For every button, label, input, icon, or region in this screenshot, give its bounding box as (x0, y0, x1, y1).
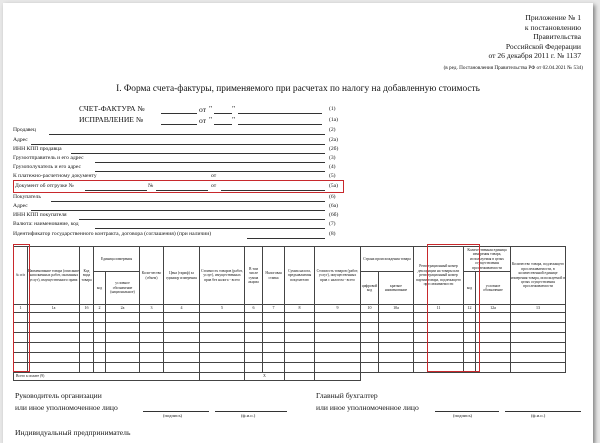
field-currency: Валюта: наименование, код (13, 221, 79, 227)
field-seller: Продавец (13, 127, 36, 133)
correction-from: от (199, 116, 207, 125)
field-buyer: Покупатель (13, 194, 41, 200)
col-num: 12а (476, 305, 511, 313)
highlight-shipment-row (13, 180, 344, 193)
col-quantity: Коли-чество (объем) (140, 247, 164, 305)
field-seller-address: Адрес (13, 137, 28, 143)
col-num: 12 (464, 305, 476, 313)
col-country-name: краткое наименование (379, 272, 414, 305)
table-row (14, 323, 566, 333)
header-line-2: к постановлению (524, 22, 581, 32)
col-num: 7 (263, 305, 285, 313)
col-number: № п/п (14, 247, 28, 305)
code-1: (1) (329, 106, 336, 112)
entrepreneur-label: Индивидуальный предприниматель (15, 428, 131, 437)
field-payment-doc: К платежно-расчетному документу (13, 173, 97, 179)
total-label: Всего к оплате (9) (14, 373, 200, 381)
field-code: (3) (329, 155, 336, 161)
form-title: I. Форма счета-фактуры, применяемого при расчетах по налогу на добавленную стоимость (116, 84, 480, 94)
invoice-table (13, 246, 566, 381)
col-country: Страна происхождения товара (361, 247, 414, 272)
right-fio-caption: (ф.и.о.) (531, 413, 546, 418)
invoice-label: СЧЕТ-ФАКТУРА № (79, 104, 145, 113)
table-row (14, 353, 566, 363)
col-num: 9 (315, 305, 361, 313)
header-line-5: от 26 декабря 2011 г. № 1137 (488, 51, 581, 61)
col-tax-amount: Сумма налога, предъявляемая покупателю (285, 247, 315, 305)
field-buyer-inn: ИНН КПП покупателя (13, 212, 67, 218)
col-num: 13 (511, 305, 566, 313)
invoice-from: от (199, 105, 207, 114)
left-fio-caption: (ф.и.о.) (241, 413, 256, 418)
field-code: (2б) (329, 146, 339, 152)
table-row (14, 333, 566, 343)
col-declaration-number: Регистрационный номер декларации на товары или регистрационный номер партии товара, подлежащего прослеживаемости (414, 247, 464, 305)
signature-right-title: Главный бухгалтер (316, 391, 378, 400)
col-excise: В том числе сумма акциза (245, 247, 263, 305)
signature-right-sub: или иное уполномоченное лицо (316, 403, 419, 412)
amendment-note: (в ред. Постановления Правительства РФ от 02.04.2021 № 534) (443, 65, 583, 71)
col-num: 4 (164, 305, 200, 313)
col-cost-no-tax: Стоимость товаров (работ, услуг), имущественных прав без налога - всего (200, 247, 245, 305)
field-code: (7) (329, 221, 336, 227)
column-numbers-row (14, 305, 566, 313)
col-num: 5 (200, 305, 245, 313)
correction-label: ИСПРАВЛЕНИЕ № (79, 115, 144, 124)
field-shipment-doc: Документ об отгрузке № (15, 183, 74, 189)
field-seller-inn: ИНН КПП продавца (13, 146, 62, 152)
col-num: 6 (245, 305, 263, 313)
col-goods-code: Код вида товара (80, 247, 94, 305)
field-buyer-address: Адрес (13, 203, 28, 209)
table-row (14, 343, 566, 353)
highlight-number-column (13, 244, 30, 372)
header-line-1: Приложение № 1 (525, 13, 581, 22)
col-num: 1 (14, 305, 28, 313)
field-from: от (211, 173, 217, 179)
field-code: (6а) (329, 203, 339, 209)
field-code: (2а) (329, 137, 339, 143)
field-code: (4) (329, 164, 336, 170)
col-unit: Единица измерения (94, 247, 140, 272)
field-contract-id: Идентификатор государственного контракта, договора (соглашения) (при наличии) (13, 231, 212, 237)
col-num: 1б (80, 305, 94, 313)
col-cost-with-tax: Стоимость товаров (работ, услуг), имущественных прав с налогом - всего (315, 247, 361, 305)
col-trace-unit-code: код (464, 272, 476, 305)
col-num: 10 (361, 305, 379, 313)
quote-mark: " (209, 104, 213, 113)
field-code: (5) (329, 173, 336, 179)
total-row (14, 373, 566, 381)
col-price: Цена (тариф) за единицу измерения (164, 247, 200, 305)
table-row (14, 313, 566, 323)
col-num: 10а (379, 305, 414, 313)
field-code: (6б) (329, 212, 339, 218)
col-trace-quantity: Количество товара, подлежащего прослеживаемости, в количественной единице измерения товара, используемой в целях осуществления прослеживаемости (511, 247, 566, 305)
field-from: от (211, 183, 217, 189)
field-number: № (148, 183, 154, 189)
highlight-declaration-column (427, 244, 480, 372)
right-sign-caption: (подпись) (453, 413, 473, 418)
col-unit-name: условное обозначение (национальное) (106, 272, 140, 305)
col-num: 1а (28, 305, 80, 313)
col-tax-rate: Налоговая ставка (263, 247, 285, 305)
header-line-3: Правительства (533, 32, 581, 42)
col-num: 3 (140, 305, 164, 313)
field-code: (5а) (329, 183, 339, 189)
field-code: (2) (329, 127, 336, 133)
document-page (3, 3, 593, 443)
col-unit-code: код (94, 272, 106, 305)
col-num: 11 (414, 305, 464, 313)
quote-mark: " (232, 115, 236, 124)
code-1a: (1а) (329, 117, 339, 123)
x-mark: X (245, 373, 285, 381)
col-num: 8 (285, 305, 315, 313)
quote-mark: " (232, 104, 236, 113)
col-country-code: цифровой код (361, 272, 379, 305)
field-code: (8) (329, 231, 336, 237)
col-trace-unit: Количественная единица измерения товара, используемая в целях осуществления прослеживаемости (464, 247, 511, 272)
signature-left-title: Руководитель организации (15, 391, 102, 400)
col-num: 2 (94, 305, 106, 313)
col-goods-name: Наименование товара (описание выполненных работ, оказанных услуг), имущественного права (28, 247, 80, 305)
header-line-4: Российской Федерации (505, 41, 581, 51)
table-row (14, 363, 566, 373)
col-num: 2а (106, 305, 140, 313)
field-consignee: Грузополучатель и его адрес (13, 164, 81, 170)
signature-left-sub: или иное уполномоченное лицо (15, 403, 118, 412)
quote-mark: " (209, 115, 213, 124)
col-trace-unit-name: условное обозначение (476, 272, 511, 305)
field-code: (6) (329, 194, 336, 200)
left-sign-caption: (подпись) (163, 413, 183, 418)
field-consignor: Грузоотправитель и его адрес (13, 155, 84, 161)
